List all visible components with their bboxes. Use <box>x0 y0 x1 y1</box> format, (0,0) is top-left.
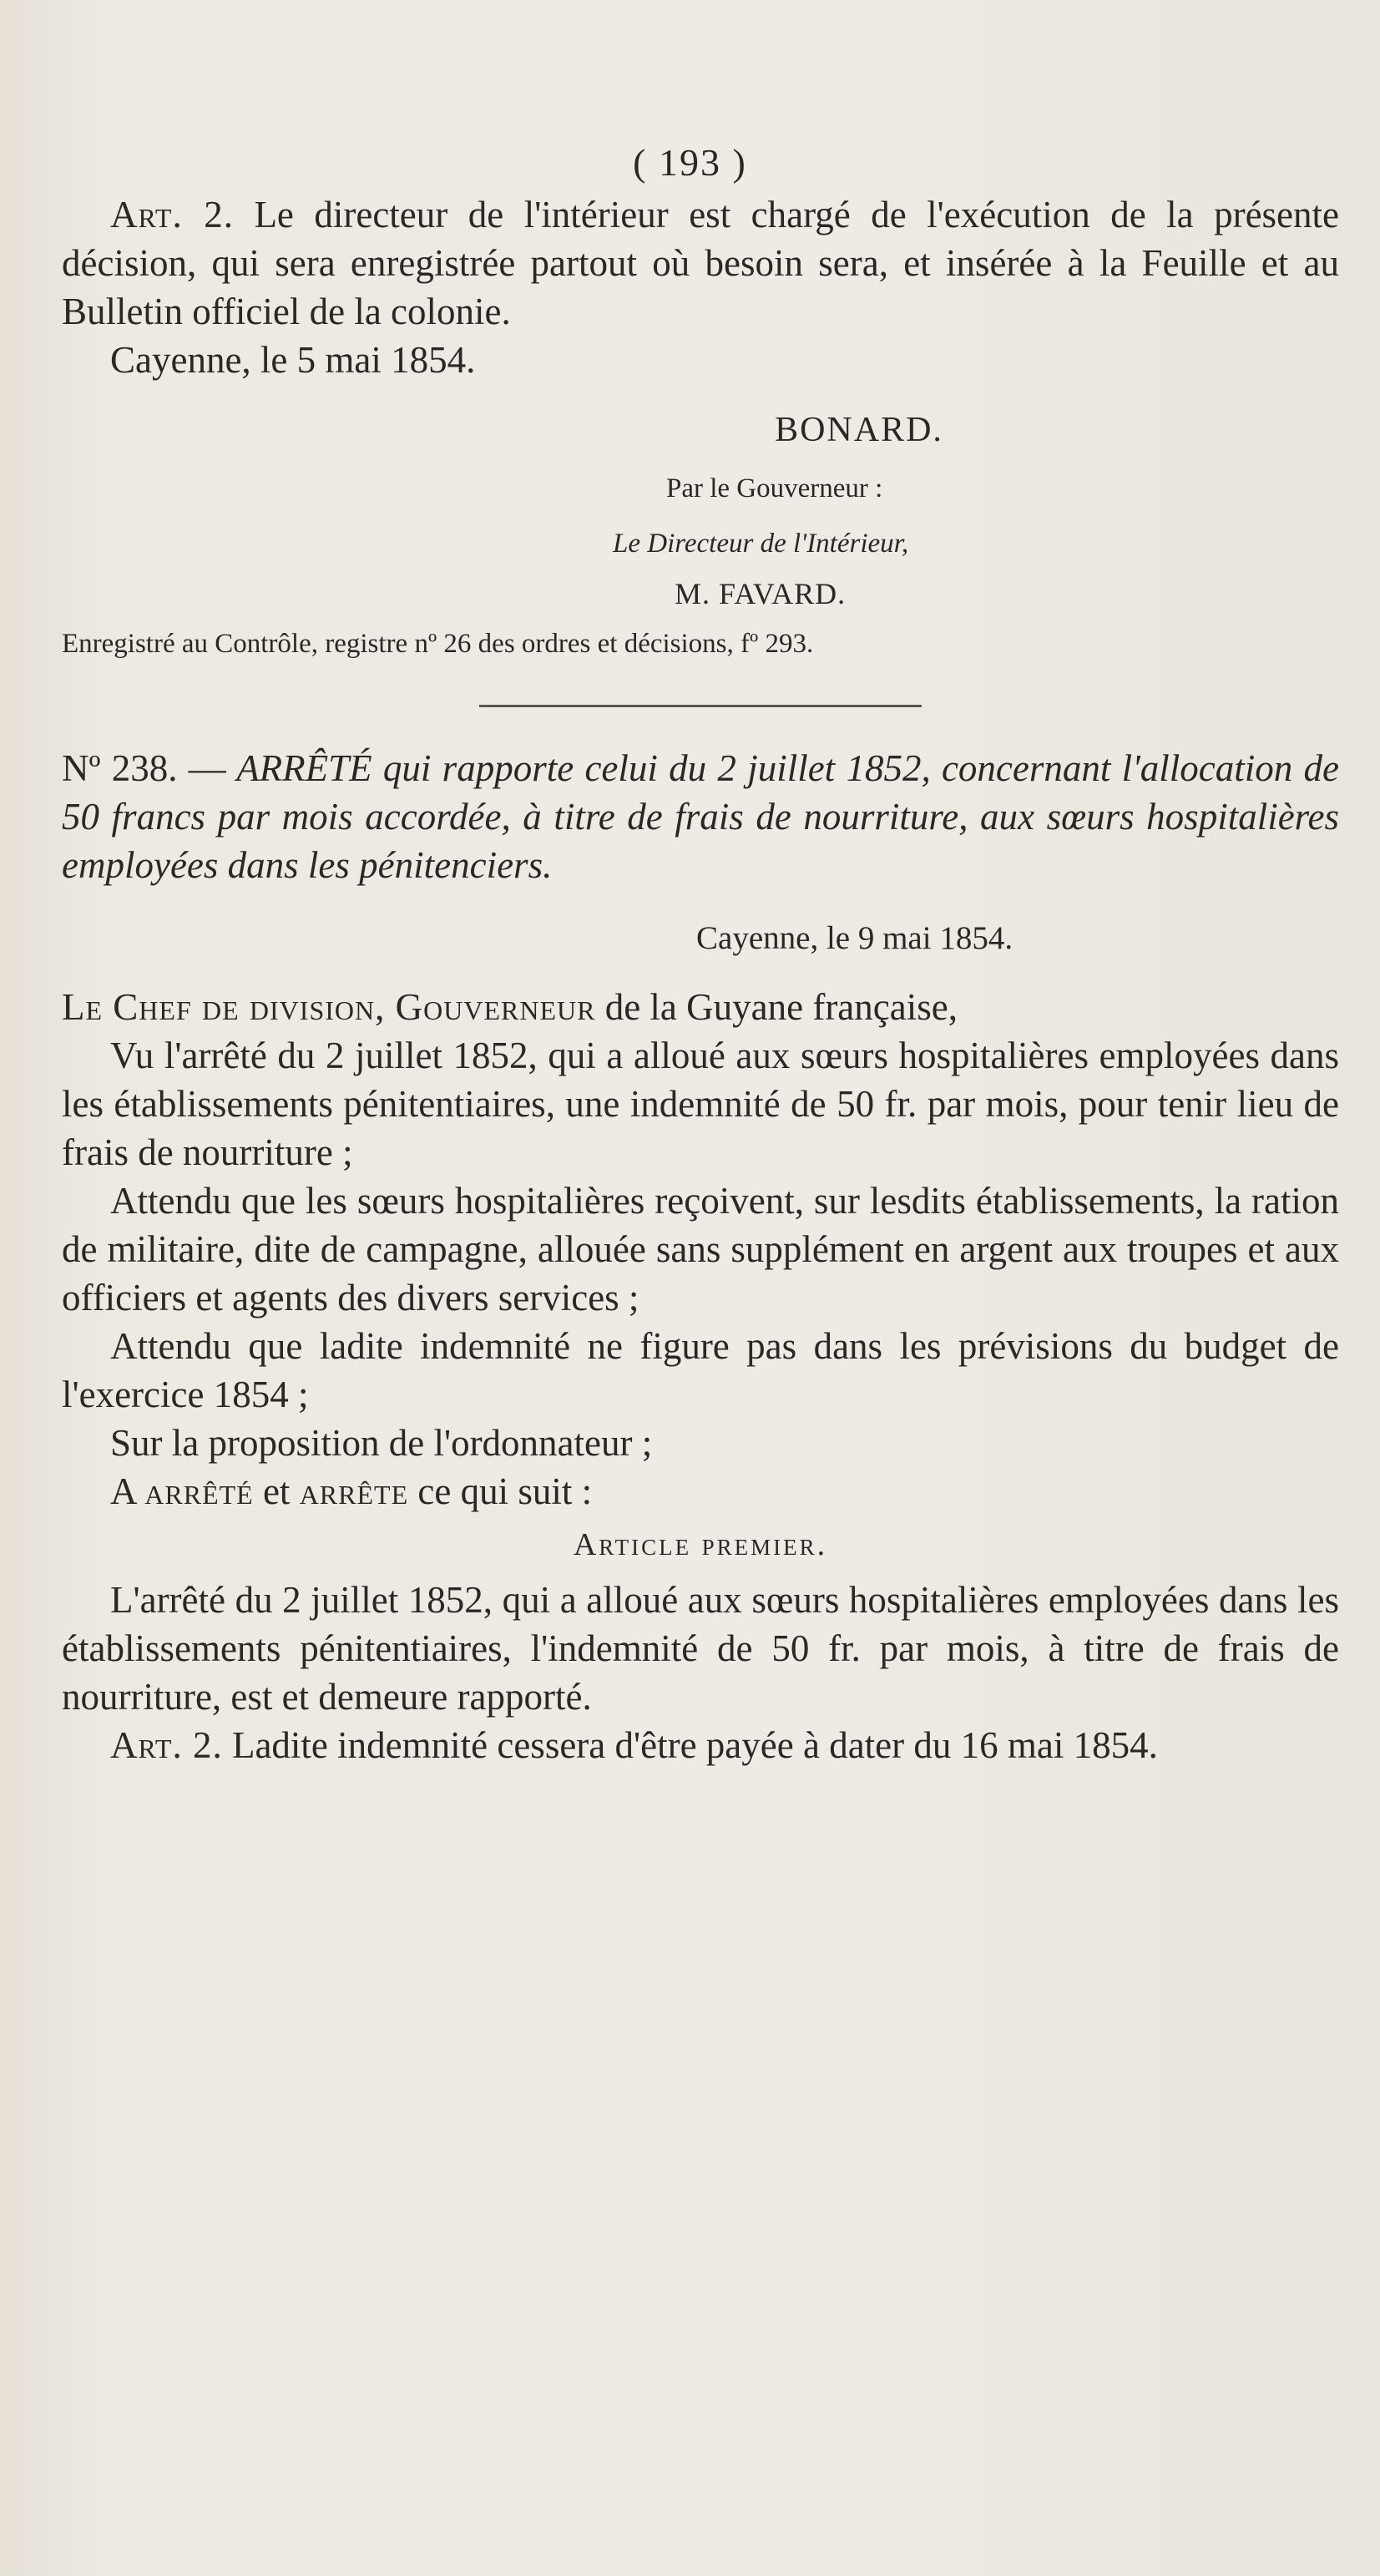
article-2b-paragraph <box>62 1721 1339 1769</box>
date-line-2: Cayenne, le 9 mai 1854. <box>696 920 1014 956</box>
arrete-word-2: arrête <box>299 1470 409 1512</box>
arrete-rest: ce qui suit : <box>417 1470 593 1512</box>
par-le-gouverneur: Par le Gouverneur : <box>666 473 883 504</box>
intro-smallcaps: Le Chef de division, Gouverneur <box>62 986 596 1028</box>
arrete-et: et <box>262 1470 291 1512</box>
arrete-a: A <box>110 1470 136 1512</box>
intro-line <box>62 983 1339 1031</box>
directeur-title: Le Directeur de l'Intérieur, <box>613 529 909 559</box>
par-gouverneur-block <box>62 468 1339 615</box>
considerant-4: Sur la proposition de l'ordonnateur ; <box>110 1422 653 1464</box>
page-number: ( 193 ) <box>633 141 747 184</box>
text-column <box>62 190 1339 1769</box>
arrete-heading <box>62 744 1339 889</box>
article-2b-text: Ladite indemnité cessera d'être payée à dater du 16 mai 1854. <box>231 1724 1158 1766</box>
article-2-text: Le directeur de l'intérieur est chargé de l'exécution de la présente décision, qui sera enregistrée partout où besoin sera, et insérée à la Feuille et au Bulletin officiel de la colonie. <box>62 194 1340 332</box>
article-2b-label: Art. 2. <box>110 1724 223 1766</box>
arrete-dash: — <box>188 747 226 789</box>
section-divider <box>479 705 922 707</box>
arrete-number: Nº 238. <box>62 747 178 789</box>
arrete-title-text: ARRÊTÉ qui rapporte celui du 2 juillet 1852, concernant l'allocation de 50 francs par mois accordée, à titre de frais de nourriture, aux sœurs hospitalières employées dans les pénitenciers. <box>62 747 1340 886</box>
directeur-name: M. FAVARD. <box>675 577 847 610</box>
article-2-paragraph <box>62 190 1339 336</box>
considerant-2: Attendu que les sœurs hospitalières reçoivent, sur lesdits établissements, la ration de militaire, dite de campagne, allouée sans supplément en argent aux troupes et aux officiers et agents des divers services ; <box>62 1180 1339 1318</box>
signature-bonard: BONARD. <box>775 411 943 449</box>
considerant-3: Attendu que ladite indemnité ne figure pas dans les prévisions du budget de l'exercice 1854 ; <box>62 1325 1339 1415</box>
article-premier-text: L'arrêté du 2 juillet 1852, qui a alloué aux sœurs hospitalières employées dans les établissements pénitentiaires, l'indemnité de 50 fr. par mois, à titre de frais de nourriture, est et demeure rapporté. <box>62 1579 1339 1718</box>
arrete-word-1: arrêté <box>144 1470 254 1512</box>
arrete-title <box>62 744 1339 889</box>
article-premier-heading: Article premier. <box>573 1527 828 1562</box>
article-2-label: Art. 2. <box>110 194 234 235</box>
enregistrement-line: Enregistré au Contrôle, registre nº 26 des ordres et décisions, fº 293. <box>62 629 814 659</box>
arrete-line <box>62 1467 1339 1516</box>
date-line-1: Cayenne, le 5 mai 1854. <box>110 339 476 381</box>
intro-rest: de la Guyane française, <box>604 986 958 1028</box>
considerant-1: Vu l'arrêté du 2 juillet 1852, qui a alloué aux sœurs hospitalières employées dans les établissements pénitentiaires, une indemnité de 50 fr. par mois, pour tenir lieu de frais de nourriture ; <box>62 1035 1339 1173</box>
